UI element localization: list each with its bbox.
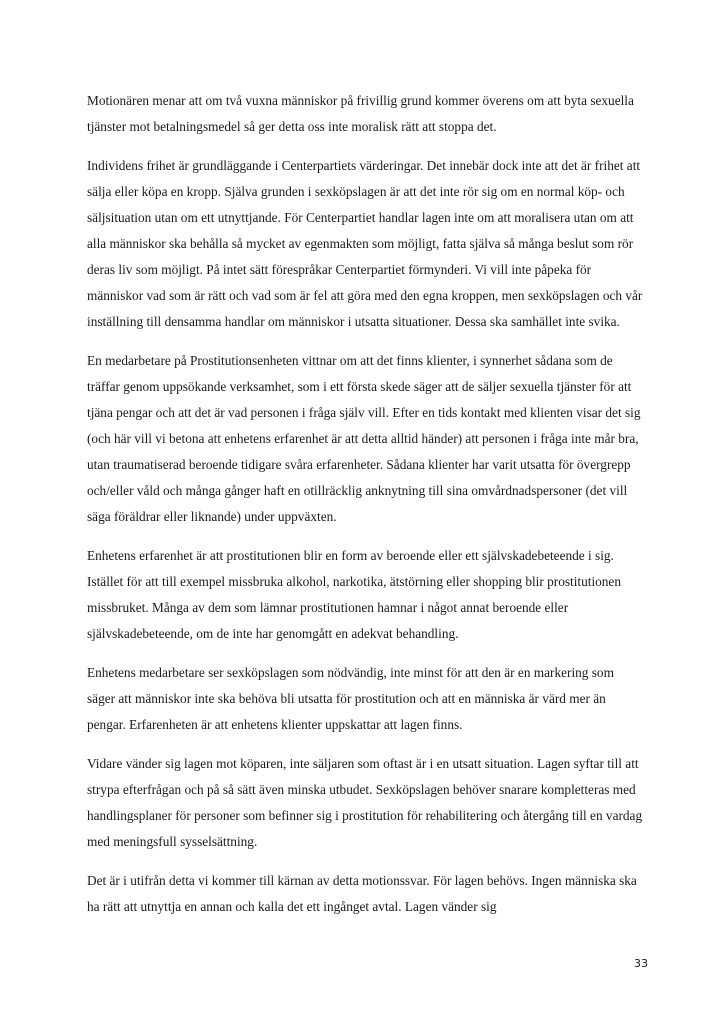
body-text xyxy=(87,88,643,933)
paragraph: Det är i utifrån detta vi kommer till kärnan av detta motionssvar. För lagen behövs. Ingen människa ska ha rätt att utnyttja en annan och kalla det ett ingånget avtal. Lagen vänder sig xyxy=(87,873,637,914)
paragraph: Enhetens medarbetare ser sexköpslagen som nödvändig, inte minst för att den är en markering som säger att människor inte ska behöva bli utsatta för prostitution och att en människa är värd mer än pengar. Erfarenheten är att enhetens klienter uppskattar att lagen finns. xyxy=(87,665,614,732)
paragraph: En medarbetare på Prostitutionsenheten vittnar om att det finns klienter, i synnerhet sådana som de träffar genom uppsökande verksamhet, som i ett första skede säger att de säljer sexuella tjänster för att tjäna pengar och att det är vad personen i fråga själv vill. Efter en tids kontakt med klienten visar det sig (och här vill vi betona att enhetens erfarenhet är att detta alltid händer) att personen i fråga inte mår bra, utan traumatiserad beroende tidigare svåra erfarenheter. Sådana klienter har varit utsatta för övergrepp och/eller våld och många gånger haft en otillräcklig anknytning till sina omvårdnadspersoner (det vill säga föräldrar eller liknande) under uppväxten. xyxy=(87,353,641,524)
paragraph: Vidare vänder sig lagen mot köparen, inte säljaren som oftast är i en utsatt situation. Lagen syftar till att strypa efterfrågan och på så sätt även minska utbudet. Sexköpslagen behöver snarare kompletteras med handlingsplaner för personer som befinner sig i prostitution för rehabilitering och återgång till en vardag med meningsfull sysselsättning. xyxy=(87,756,643,849)
paragraph: Motionären menar att om två vuxna människor på frivillig grund kommer överens om att byta sexuella tjänster mot betalningsmedel så ger detta oss inte moralisk rätt att stoppa det. xyxy=(87,93,634,134)
paragraph: Enhetens erfarenhet är att prostitutionen blir en form av beroende eller ett självskadebeteende i sig. Istället för att till exempel missbruka alkohol, narkotika, ätstörning eller shopping blir prostitutionen missbruket. Många av dem som lämnar prostitutionen hamnar i något annat beroende eller självskadebeteende, om de inte har genomgått en adekvat behandling. xyxy=(87,548,621,641)
paragraph: Individens frihet är grundläggande i Centerpartiets värderingar. Det innebär dock inte att det är frihet att sälja eller köpa en kropp. Själva grunden i sexköpslagen är att det inte rör sig om en normal köp- och säljsituation utan om ett utnyttjande. För Centerpartiet handlar lagen inte om att moralisera utan om att alla människor ska behålla så mycket av egenmakten som möjligt, fatta själva så många beslut som rör deras liv som möjligt. På intet sätt förespråkar Centerpartiet förmynderi. Vi vill inte påpeka för människor vad som är rätt och vad som är fel att göra med den egna kroppen, men sexköpslagen och vår inställning till densamma handlar om människor i utsatta situationer. Dessa ska samhället inte svika. xyxy=(87,158,643,329)
page-number: 33 xyxy=(634,957,648,970)
